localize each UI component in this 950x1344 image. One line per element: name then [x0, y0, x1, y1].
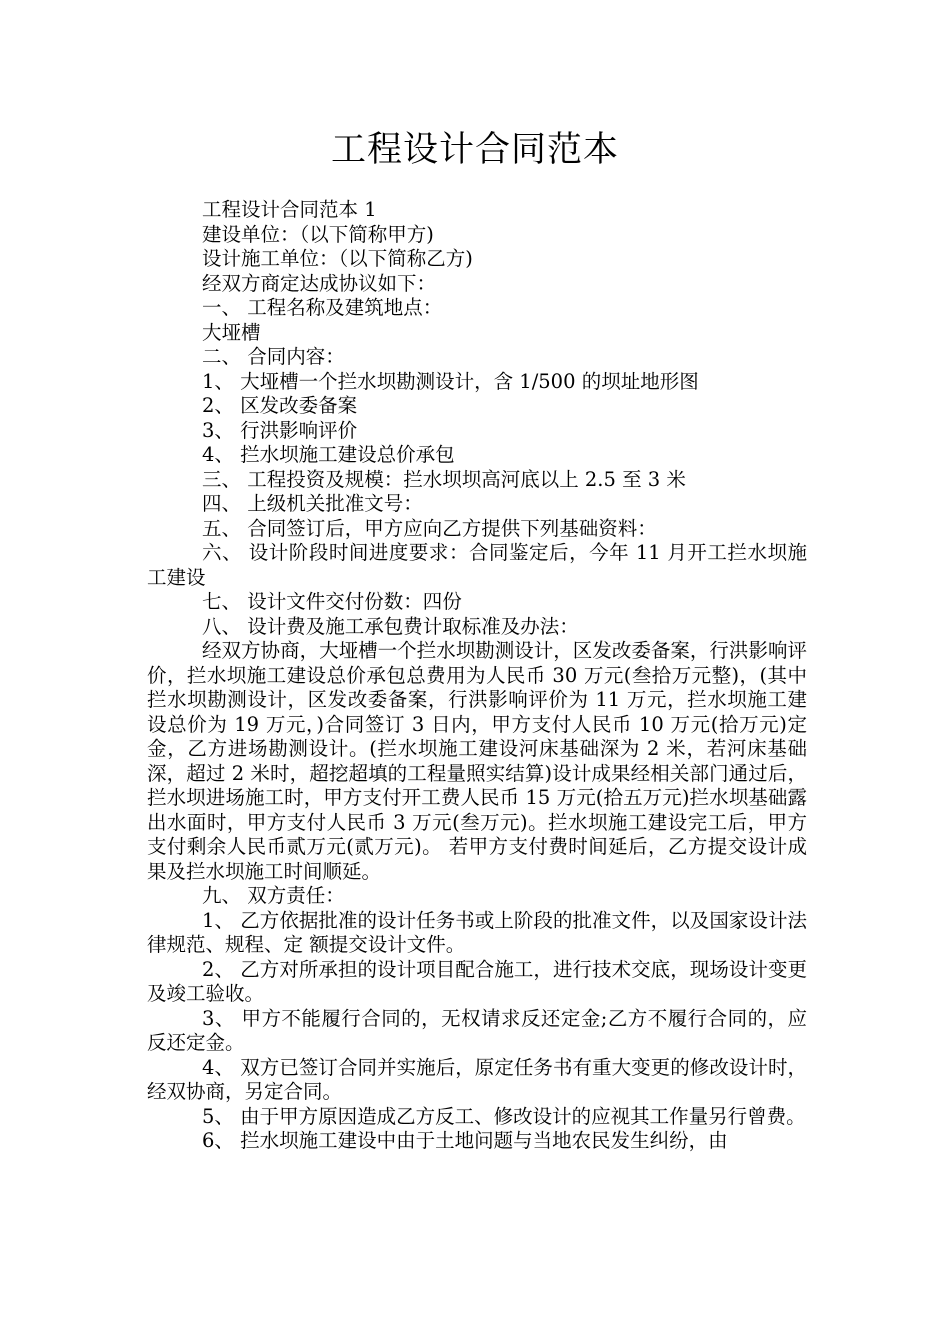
paragraph: 七、 设计文件交付份数：四份 — [202, 590, 462, 613]
paragraph: 4、 拦水坝施工建设总价承包 — [202, 443, 455, 466]
paragraph: 经双方协商，大垭槽一个拦水坝勘测设计，区发改委备案，行洪影响评价，拦水坝施工建设总价承包总费用为人民币 30 万元(叁拾万元整)，(其中拦水坝勘测设计，区发改委备案，行洪影响评价为 11 万元，拦水坝施工建设总价为 19 万元，)合同签订 3 日内，甲方支付人民币 10 万元(拾万元)定金，乙方进场勘测设计。(拦水坝施工建设河床基础深为 2 米，若河床基础深，超过 2 米时，超挖超填的工程量照实结算)设计成果经相关部门通过后，拦水坝进场施工时，甲方支付开工费人民币 15 万元(拾五万元)拦水坝基础露出水面时，甲方支付人民币 3 万元(叁万元)。拦水坝施工建设完工后，甲方支付剩余人民币贰万元(贰万元)。 若甲方支付费时间延后，乙方提交设计成果及拦水坝施工时间顺延。 — [147, 639, 807, 883]
paragraph: 工程设计合同范本 1 — [202, 198, 377, 221]
paragraph: 经双方商定达成协议如下： — [202, 271, 437, 295]
paragraph: 六、 设计阶段时间进度要求：合同鉴定后，今年 11 月开工拦水坝施工建设 — [147, 541, 807, 589]
paragraph: 3、 甲方不能履行合同的，无权请求反还定金;乙方不履行合同的，应反还定金。 — [147, 1006, 807, 1054]
paragraph: 2、 乙方对所承担的设计项目配合施工，进行技术交底，现场设计变更及竣工验收。 — [147, 957, 807, 1005]
paragraph: 三、 工程投资及规模：拦水坝坝高河底以上 2.5 至 3 米 — [202, 467, 686, 491]
paragraph: 二、 合同内容： — [202, 345, 345, 368]
paragraph: 五、 合同签订后，甲方应向乙方提供下列基础资料： — [202, 516, 657, 540]
paragraph: 4、 双方已签订合同并实施后，原定任务书有重大变更的修改设计时，经双协商，另定合同。 — [147, 1055, 807, 1103]
paragraph: 四、 上级机关批准文号： — [202, 492, 423, 515]
paragraph: 3、 行洪影响评价 — [202, 418, 358, 442]
document-title: 工程设计合同范本 — [330, 130, 619, 170]
paragraph: 2、 区发改委备案 — [202, 394, 358, 417]
paragraph: 1、 大垭槽一个拦水坝勘测设计，含 1/500 的坝址地形图 — [202, 369, 699, 393]
paragraph: 1、 乙方依据批准的设计任务书或上阶段的批准文件，以及国家设计法律规范、规程、定 额提交设计文件。 — [147, 908, 807, 956]
paragraph: 建设单位：（以下简称甲方) — [202, 222, 434, 246]
paragraph: 5、 由于甲方原因造成乙方反工、修改设计的应视其工作量另行曾费。 — [202, 1104, 806, 1128]
paragraph: 设计施工单位：（以下简称乙方) — [202, 247, 473, 270]
paragraph: 大垭槽 — [202, 320, 261, 344]
paragraph: 九、 双方责任： — [202, 884, 345, 907]
paragraph: 八、 设计费及施工承包费计取标准及办法： — [202, 614, 579, 638]
paragraph: 一、 工程名称及建筑地点： — [202, 296, 443, 319]
paragraph: 6、 拦水坝施工建设中由于土地问题与当地农民发生纠纷，由 — [202, 1129, 728, 1152]
document-body — [147, 198, 807, 1154]
